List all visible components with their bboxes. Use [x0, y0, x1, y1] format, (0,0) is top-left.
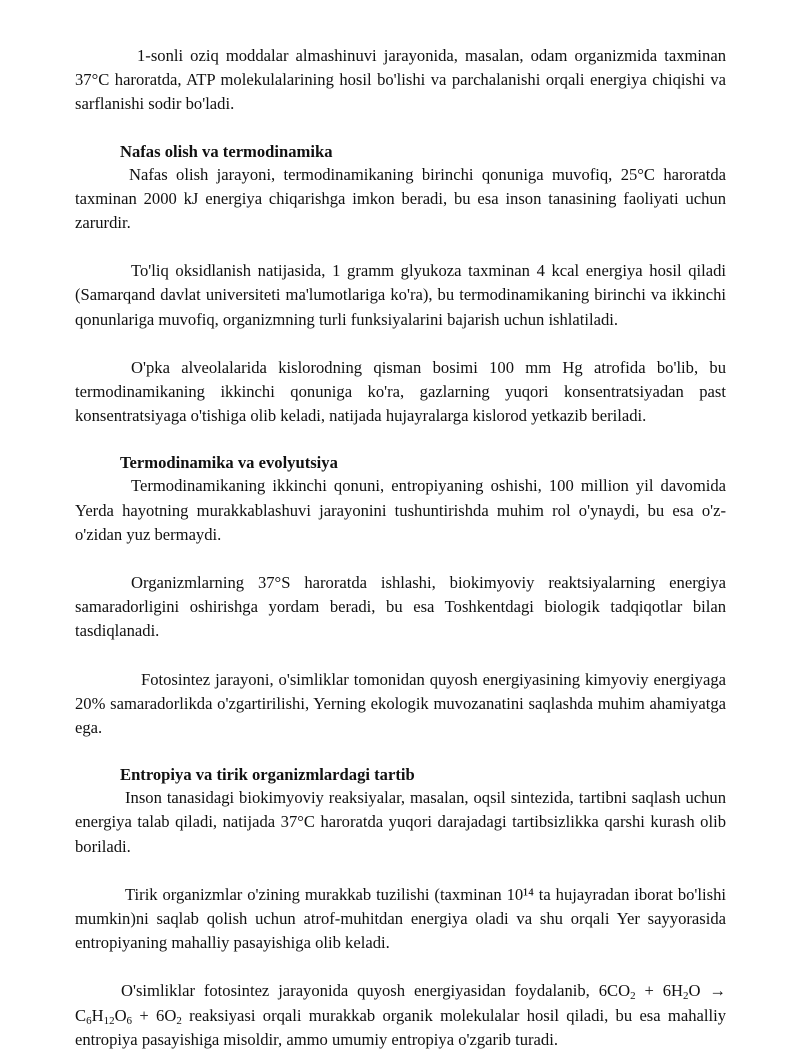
paragraph: Tirik organizmlar o'zining murakkab tuzilishi (taxminan 10¹⁴ ta hujayradan iborat bo'lishi mumkin)ni saqlab qolish uchun atrof-muhitdan energiya oladi va shu orqali Yer sayyorasida entropiyaning mahalliy pasayishiga olib keladi.: [75, 884, 726, 953]
paragraph: Termodinamikaning ikkinchi qonuni, entropiyaning oshishi, 100 million yil davomida Yerda hayotning murakkablashuvi jarayonini tushuntirishda muhim rol o'ynaydi, bu esa o'z-o'zidan yuz bermaydi.: [75, 476, 726, 544]
paragraph: Organizmlarning 37°S haroratda ishlashi, biokimyoviy reaktsiyalarning energiya samaradorligini oshirishga yordam beradi, bu esa Toshkentdagi biologik tadqiqotlar bilan tasdiqlanadi.: [75, 573, 726, 641]
formula-h2o: 6H: [662, 981, 684, 1001]
subscript: 12: [103, 1014, 115, 1027]
equation-outro-text: reaksiyasi orqali murakkab organik molekulalar hosil qiladi, bu esa mahalliy entropiya pasayishiga misoldir, ammo umumiy entropiya o'zgarib turadi.: [75, 1005, 726, 1049]
subscript: 6: [86, 1014, 92, 1027]
formula-h2o-tail: O: [688, 981, 701, 1001]
plus-sign: +: [132, 1005, 157, 1025]
document-page: [75, 44, 726, 1052]
reaction-arrow-icon: →: [709, 981, 726, 1001]
photosynthesis-equation-paragraph: [75, 979, 726, 1052]
intro-paragraph: 1-sonli oziq moddalar almashinuvi jarayonida, masalan, odam organizmida taxminan 37°C haroratda, ATP molekulalarining hosil bo'lishi va parchalanishi orqali energiya chiqishi va sarflanishi sodir bo'ladi.: [75, 46, 726, 114]
formula-glucose-o: O: [114, 1005, 127, 1025]
paragraph: Fotosintez jarayoni, o'simliklar tomonidan quyosh energiyasining kimyoviy energiyaga 20% samaradorlikda o'zgartirilishi, Yerning ekologik muvozanatini saqlashda muhim ahamiyatga ega.: [75, 669, 726, 738]
subscript: 2: [683, 990, 689, 1003]
formula-co2: 6CO: [598, 981, 631, 1001]
subscript: 6: [126, 1014, 133, 1027]
section-heading-evolution: Termodinamika va evolyutsiya: [120, 453, 338, 473]
paragraph: Inson tanasidagi biokimyoviy reaksiyalar, masalan, oqsil sintezida, tartibni saqlash uchun energiya talab qiladi, natijada 37°C haroratda yuqori darajadagi tartibsizlikka qarshi kurash olib boriladi.: [75, 788, 726, 856]
paragraph: To'liq oksidlanish natijasida, 1 gramm glyukoza taxminan 4 kcal energiya hosil qiladi (Samarqand davlat universiteti ma'lumotlariga ko'ra), bu termodinamikaning birinchi va ikkinchi qonunlariga muvofiq, organizmning turli funksiyalarini bajarish uchun ishlatiladi.: [75, 261, 726, 329]
section-heading-respiration: Nafas olish va termodinamika: [120, 141, 333, 161]
paragraph: Nafas olish jarayoni, termodinamikaning birinchi qonuniga muvofiq, 25°C haroratda taxminan 2000 kJ energiya chiqarishga imkon beradi, bu esa inson tanasining faoliyati uchun zarurdir.: [75, 164, 726, 233]
paragraph: O'pka alveolalarida kislorodning qisman bosimi 100 mm Hg atrofida bo'lib, bu termodinamikaning ikkinchi qonuniga ko'ra, gazlarning yuqori konsentratsiyadan past konsentratsiyaga o'tishiga olib keladi, natijada hujayralarga kislorod yetkazib beriladi.: [75, 357, 726, 426]
subscript: 2: [630, 990, 636, 1003]
subscript: 2: [176, 1014, 182, 1027]
formula-glucose: C: [75, 1005, 87, 1025]
equation-intro-text: O'simliklar fotosintez jarayonida quyosh energiyasidan foydalanib,: [121, 981, 599, 1001]
formula-o2: 6O: [156, 1005, 177, 1025]
section-heading-entropy: Entropiya va tirik organizmlardagi tartib: [120, 765, 415, 785]
plus-sign: +: [635, 981, 663, 1001]
formula-glucose-h: H: [91, 1005, 104, 1025]
